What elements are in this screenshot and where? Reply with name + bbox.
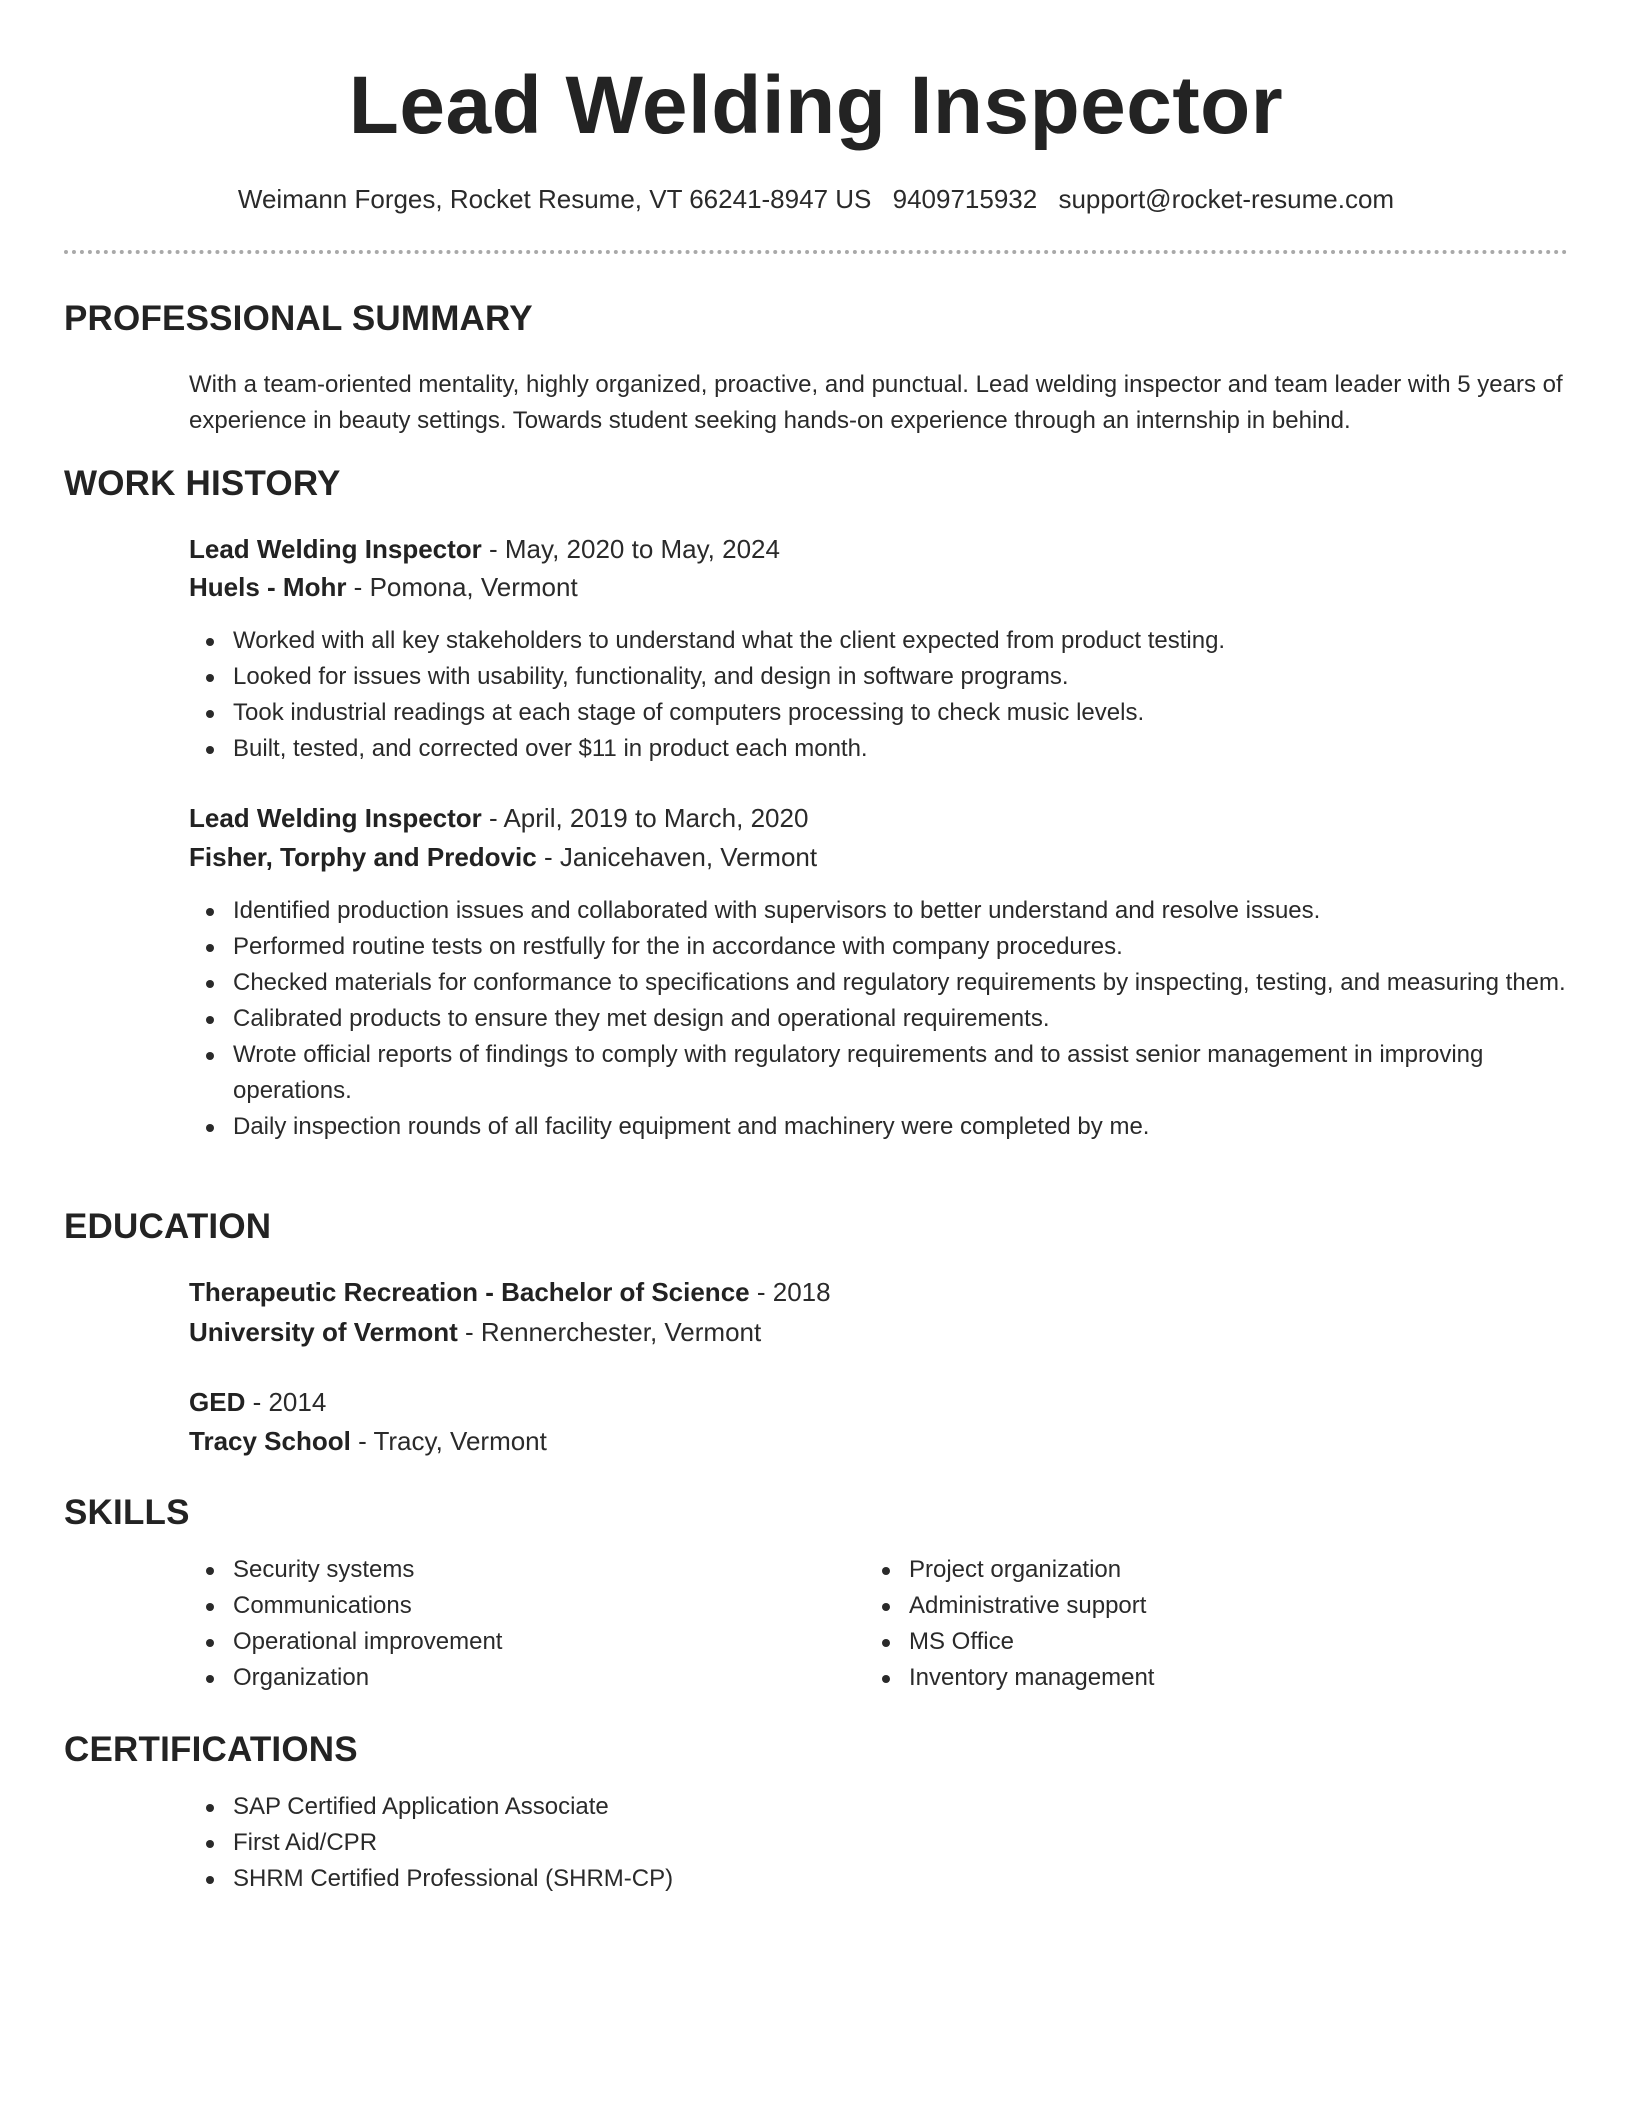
summary-text: With a team-oriented mentality, highly organized, proactive, and punctual. Lead welding inspector and team leader with 5 years of experience in beauty settings. Towards student seeking hands-on experience through an internship in behind. [189,371,1563,434]
contact-email: support@rocket-resume.com [1058,184,1395,214]
job-1-location: Pomona, Vermont [369,572,578,602]
section-title-skills: SKILLS [64,1493,190,1532]
list-item: Performed routine tests on restfully for the in accordance with company procedures. [189,929,1569,965]
job-1-company: Huels - Mohr [189,572,347,602]
list-item: SAP Certified Application Associate [189,1789,1569,1825]
certifications-list [189,1789,1569,1897]
job-1-dates: May, 2020 to May, 2024 [504,534,780,564]
job-2-role: Lead Welding Inspector [189,803,482,833]
contact-address: Weimann Forges, Rocket Resume, VT 66241-8947 US [237,184,872,214]
job-2-company-line [189,839,817,875]
education-2-year: 2014 [268,1387,327,1417]
education-1-degree: Therapeutic Recreation - Bachelor of Science [189,1277,750,1307]
job-1-bullets [189,623,1569,767]
header-divider [64,250,1568,254]
education-1-location: Rennerchester, Vermont [480,1317,762,1347]
list-item: Wrote official reports of findings to comply with regulatory requirements and to assist senior management in improving operations. [189,1037,1569,1109]
job-1-dash: - [481,534,505,564]
section-title-certifications: CERTIFICATIONS [64,1730,358,1769]
section-title-education: EDUCATION [64,1207,272,1246]
skills-right-list [865,1552,1505,1696]
job-2-bullets [189,893,1569,1145]
resume-name: Lead Welding Inspector [348,60,1284,151]
list-item: Checked materials for conformance to specifications and regulatory requirements by inspecting, testing, and measuring them. [189,965,1569,1001]
job-2-dates: April, 2019 to March, 2020 [503,803,809,833]
education-1-degree-line [189,1274,831,1310]
list-item: Identified production issues and collaborated with supervisors to better understand and resolve issues. [189,893,1569,929]
education-2-dash-2: - [350,1426,374,1456]
list-item: Took industrial readings at each stage of computers processing to check music levels. [189,695,1569,731]
list-item: Looked for issues with usability, functionality, and design in software programs. [189,659,1569,695]
education-1-school-line [189,1314,761,1350]
skills-left-list [189,1552,829,1696]
job-1-company-line [189,569,578,605]
list-item: Administrative support [865,1588,1505,1624]
job-2-title-line [189,800,808,836]
job-1-dash-2: - [346,572,370,602]
education-2-dash: - [245,1387,269,1417]
education-1-dash-2: - [457,1317,481,1347]
list-item: First Aid/CPR [189,1825,1569,1861]
job-2-dash: - [481,803,504,833]
job-1-title-line [189,531,780,567]
list-item: Inventory management [865,1660,1505,1696]
job-1-role: Lead Welding Inspector [189,534,482,564]
contact-phone: 9409715932 [892,184,1038,214]
education-1-year: 2018 [772,1277,831,1307]
list-item: Built, tested, and corrected over $11 in product each month. [189,731,1569,767]
list-item: SHRM Certified Professional (SHRM-CP) [189,1861,1569,1897]
job-2-company: Fisher, Torphy and Predovic [189,842,537,872]
education-1-school: University of Vermont [189,1317,458,1347]
education-2-school: Tracy School [189,1426,351,1456]
job-2-location: Janicehaven, Vermont [559,842,818,872]
list-item: Operational improvement [189,1624,829,1660]
list-item: Security systems [189,1552,829,1588]
contact-line [0,182,1632,216]
list-item: Calibrated products to ensure they met design and operational requirements. [189,1001,1569,1037]
job-2-dash-2: - [536,842,560,872]
list-item: Worked with all key stakeholders to understand what the client expected from product testing. [189,623,1569,659]
list-item: Organization [189,1660,829,1696]
section-title-work: WORK HISTORY [64,464,341,503]
education-1-dash: - [749,1277,773,1307]
education-2-school-line [189,1423,547,1459]
list-item: Daily inspection rounds of all facility equipment and machinery were completed by me. [189,1109,1569,1145]
education-2-location: Tracy, Vermont [373,1426,547,1456]
list-item: MS Office [865,1624,1505,1660]
section-title-summary: PROFESSIONAL SUMMARY [64,299,533,338]
education-2-degree: GED [189,1387,246,1417]
list-item: Communications [189,1588,829,1624]
education-2-degree-line [189,1384,326,1420]
list-item: Project organization [865,1552,1505,1588]
